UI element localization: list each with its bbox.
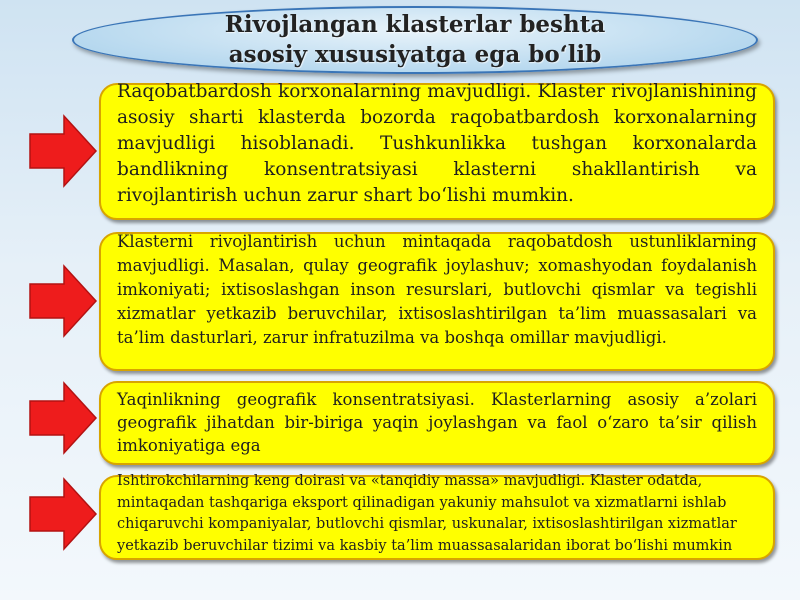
title-ellipse [72,6,758,74]
feature-box-4 [99,475,775,560]
feature-box-1 [99,83,775,220]
red-right-arrow-icon [28,114,98,188]
feature-text-1: Raqobatbardosh korxonalarning mavjudligi. Klaster rivojlanishining asosiy sharti klasterda bozorda raqobatbardosh korxonalarning mavjudligi hisoblanadi. Tushkunlikka tushgan korxonalarda bandlikning konsentratsiyasi klasterni shakllantirish va rivojlantirish uchun zarur shart bo‘lishi mumkin. [117,81,757,206]
feature-box-3 [99,381,775,465]
red-right-arrow-icon [28,477,98,551]
red-right-arrow-icon [28,381,98,455]
diagram-title: Rivojlangan klasterlar beshta asosiy xususiyatga ega bo‘lib [224,11,606,68]
red-right-arrow-icon [28,264,98,338]
feature-text-2: Klasterni rivojlantirish uchun mintaqada raqobatdosh ustunliklarning mavjudligi. Masalan, qulay geografik joylashuv; xomashyodan foydalanish imkoniyati; ixtisoslashgan inson resurslari, butlovchi qismlar va tegishli xizmatlar yetkazib beruvchilar, ixtisoslashtirilgan ta’lim muassasalari va ta’lim dasturlari, zarur infratuzilma va boshqa omillar mavjudligi. [117,232,757,347]
feature-text-4: Ishtirokchilarning keng doirasi va «tanqidiy massa» mavjudligi. Klaster odatda, mintaqadan tashqariga eksport qilinadigan yakuniy mahsulot va xizmatlarni ishlab chiqaruvchi kompaniyalar, butlovchi qismlar, uskunalar, ixtisoslashtirilgan xizmatlar yetkazib beruvchilar tizimi va kasbiy ta’lim muassasalaridan iborat bo‘lishi mumkin [117,473,737,554]
feature-text-3: Yaqinlikning geografik konsentratsiyasi. Klasterlarning asosiy a’zolari geografik jihatdan bir-biriga yaqin joylashgan va faol o‘zaro ta’sir qilish imkoniyatiga ega [117,390,757,455]
feature-box-2 [99,232,775,371]
